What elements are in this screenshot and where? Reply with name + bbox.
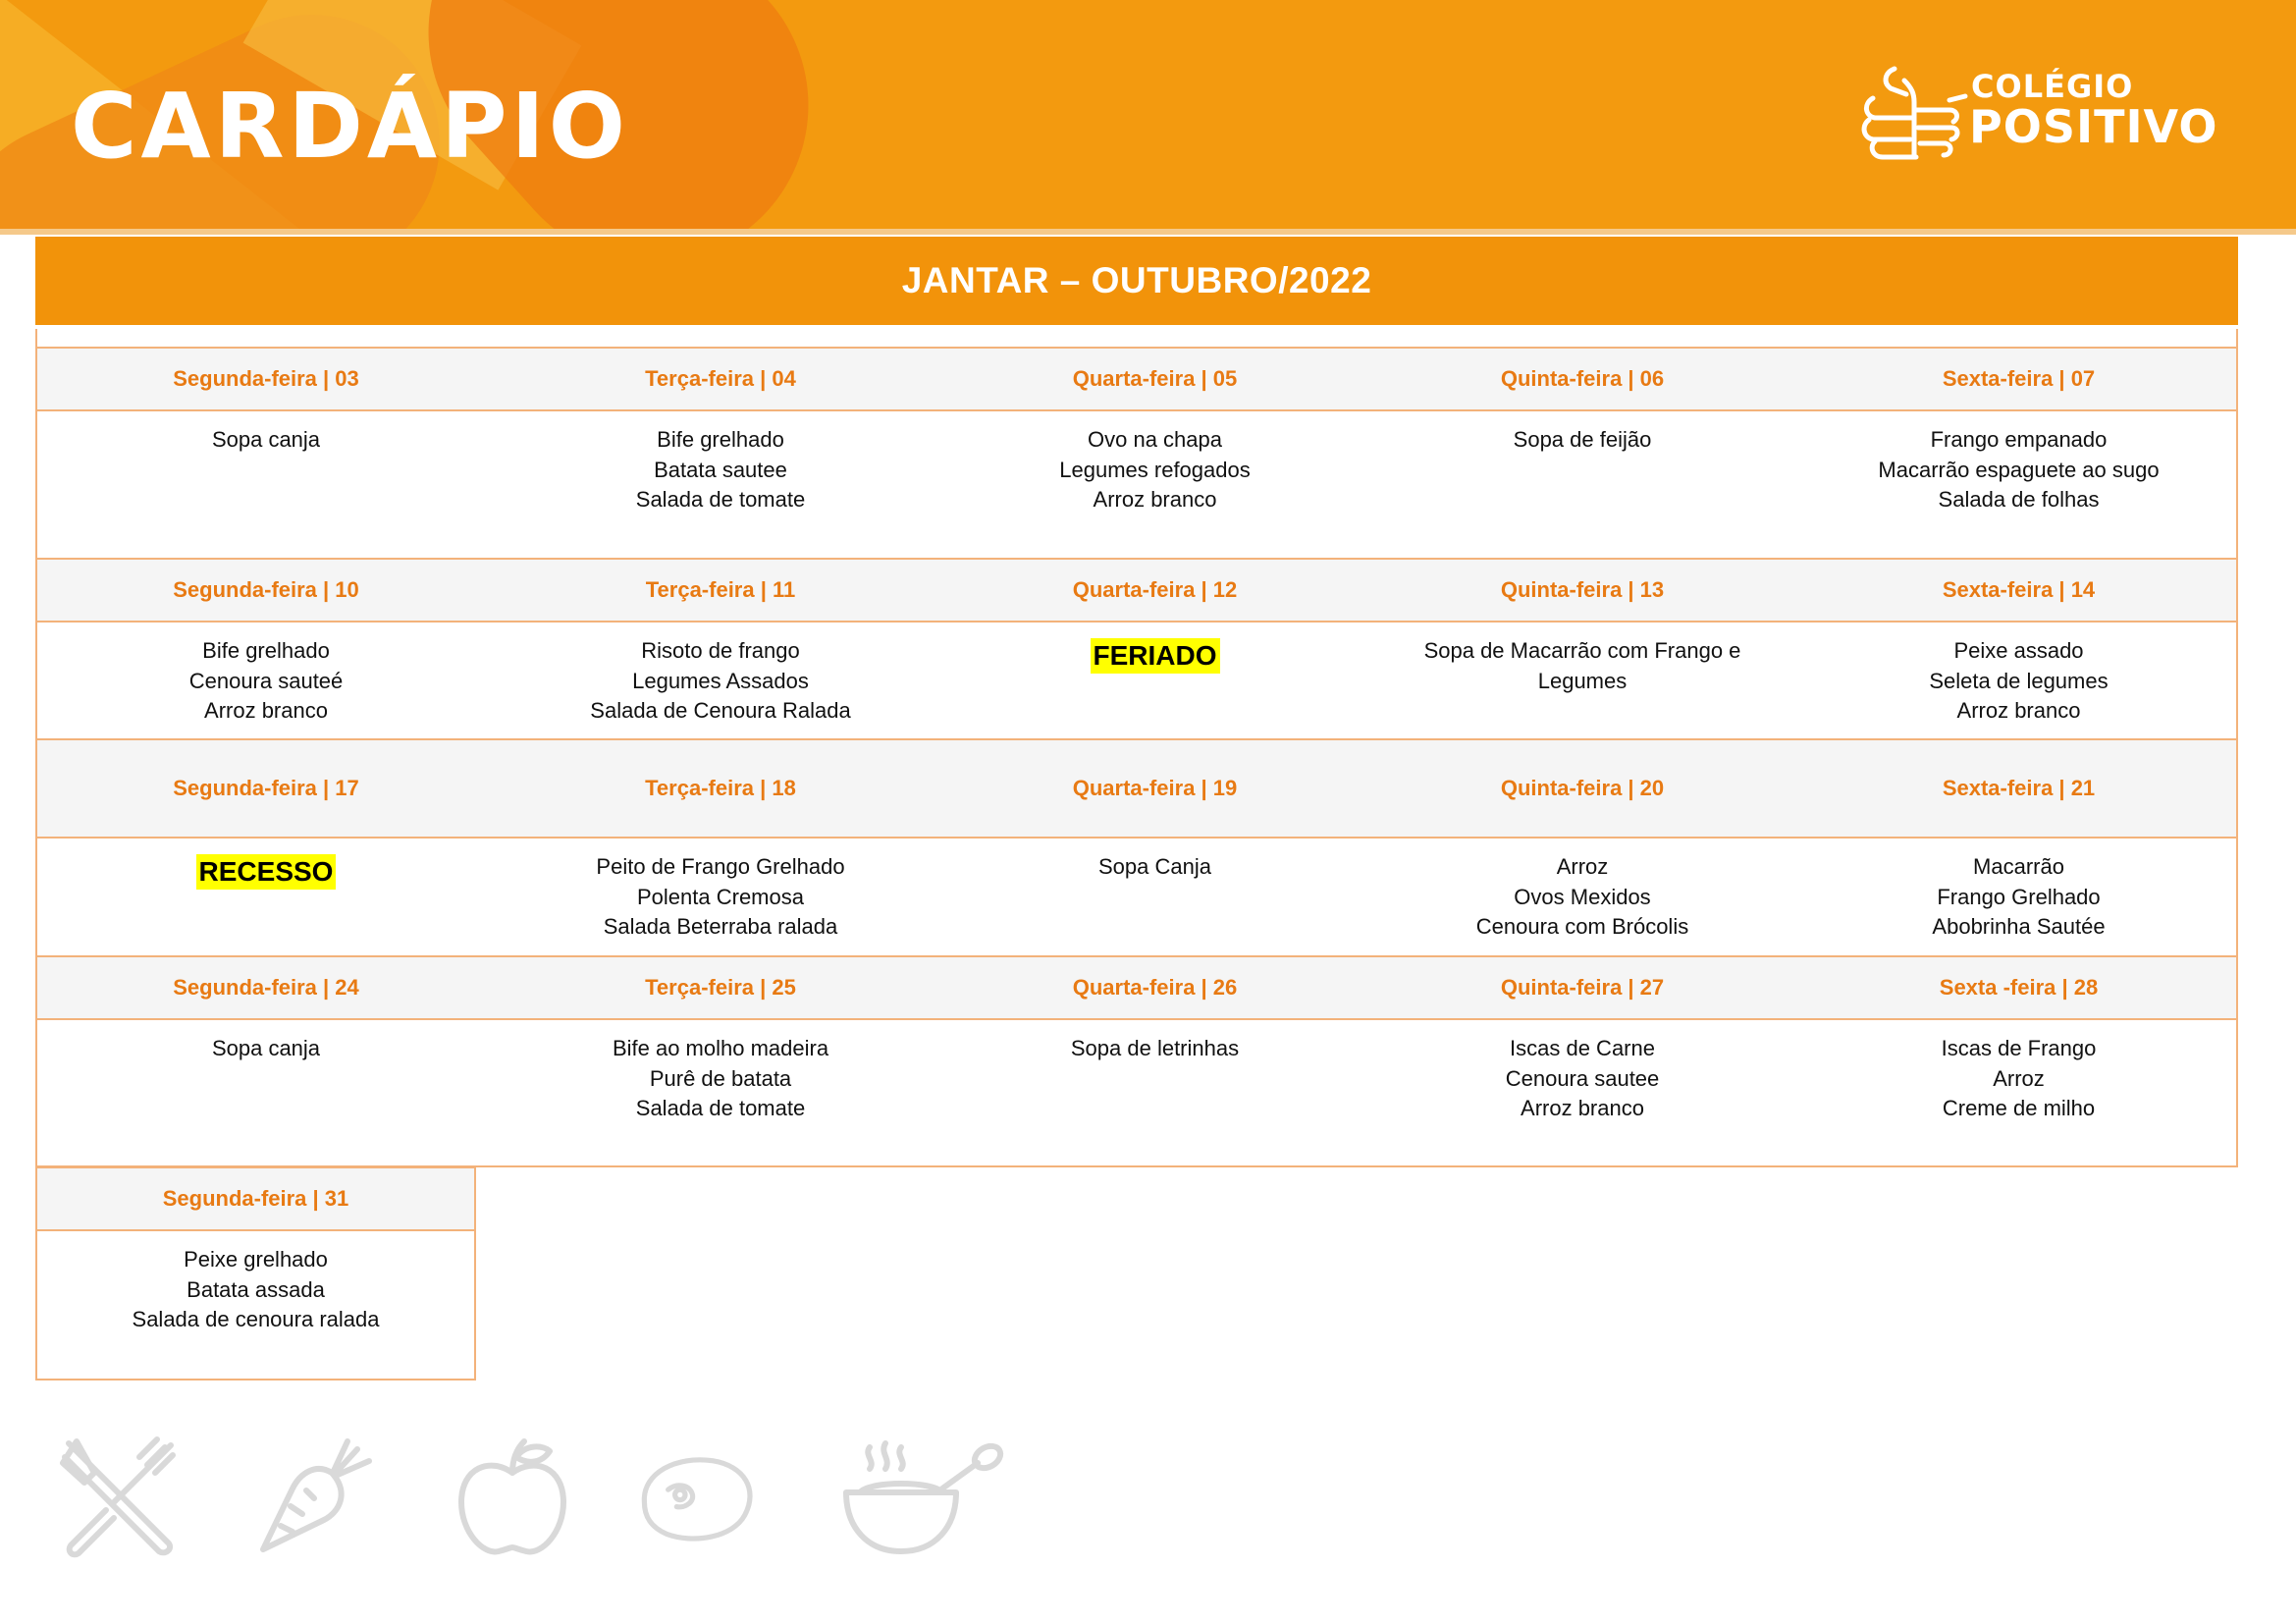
dish-list <box>1801 839 2236 958</box>
dish-item: Macarrão espaguete ao sugo <box>1878 457 2160 482</box>
dish-item: Polenta Cremosa <box>637 884 804 909</box>
dish-list <box>1363 623 1801 741</box>
dish-list <box>1363 839 1801 958</box>
dish-item: Salada de folhas <box>1938 487 2100 512</box>
dish-item: Legumes <box>1537 668 1628 693</box>
dish-item: Salada de tomate <box>635 1096 806 1120</box>
dish-item: Salada de Cenoura Ralada <box>590 698 851 723</box>
day-header-row <box>37 957 2236 1020</box>
dish-item: Ovos Mexidos <box>1514 884 1651 909</box>
dish-list <box>495 839 946 958</box>
dish-item: Arroz <box>1993 1065 2045 1091</box>
dish-list <box>1801 623 2236 741</box>
dish-item: Salada Beterraba ralada <box>603 914 838 939</box>
dish-item: Legumes refogados <box>1059 457 1251 482</box>
footer-icons <box>55 1434 1017 1581</box>
day-header-row <box>37 740 2236 839</box>
dish-item: Arroz <box>1556 854 1609 879</box>
dish-item: Salada de tomate <box>635 487 806 512</box>
week-block <box>35 738 2238 956</box>
dish-item: Arroz branco <box>1521 1096 1644 1120</box>
dish-item: Iscas de Carne <box>1510 1036 1655 1060</box>
dish-item: Sopa de feijão <box>1513 427 1652 452</box>
menu-title-bar <box>35 237 2238 329</box>
dish-item: Frango Grelhado <box>1937 884 2101 909</box>
dish-item: Iscas de Frango <box>1941 1036 2097 1060</box>
dish-item: Bife grelhado <box>202 638 330 663</box>
carrot-icon <box>251 1434 379 1561</box>
dish-item: Bife grelhado <box>657 427 784 452</box>
day-label: Quinta-feira | 20 <box>1500 776 1665 800</box>
day-label: Quarta-feira | 26 <box>1072 975 1238 1000</box>
dish-item: Sopa canja <box>211 427 321 452</box>
day-label: Quarta-feira | 19 <box>1072 776 1238 800</box>
dish-list <box>946 1020 1363 1167</box>
thumbs-up-icon <box>1855 61 1971 163</box>
logo-text: COLÉGIO <box>1971 68 2134 105</box>
day-label: Quinta-feira | 13 <box>1500 577 1665 602</box>
dish-item: Cenoura com Brócolis <box>1475 914 1689 939</box>
soup-bowl-icon <box>840 1434 1007 1561</box>
day-label: Segunda-feira | 31 <box>162 1186 349 1211</box>
steak-icon <box>634 1434 762 1561</box>
day-label: Segunda-feira | 17 <box>173 776 359 800</box>
dish-list <box>1363 1020 1801 1167</box>
header-banner <box>0 0 2296 229</box>
apple-icon <box>448 1434 575 1561</box>
day-header-row <box>37 349 2236 411</box>
logo-text: POSITIVO <box>1969 100 2218 153</box>
day-label: Quinta-feira | 06 <box>1500 366 1665 391</box>
dish-row <box>37 1020 2236 1167</box>
dish-list <box>1801 411 2236 561</box>
last-day-block <box>35 1166 476 1380</box>
dish-item: Legumes Assados <box>632 668 809 693</box>
day-label: Quarta-feira | 12 <box>1072 577 1238 602</box>
menu-title: JANTAR – OUTUBRO/2022 <box>901 260 1372 300</box>
dish-item: Arroz branco <box>204 698 328 723</box>
dish-list <box>1801 1020 2236 1167</box>
divider <box>0 229 2296 235</box>
dish-item: Macarrão <box>1973 854 2064 879</box>
dish-list <box>37 839 495 958</box>
dish-list <box>495 623 946 741</box>
day-label: Segunda-feira | 10 <box>173 577 359 602</box>
day-label: Quarta-feira | 05 <box>1072 366 1238 391</box>
dish-list <box>495 411 946 561</box>
divider <box>35 329 2238 347</box>
fork-knife-icon <box>55 1434 183 1561</box>
day-label: Terça-feira | 18 <box>645 776 796 800</box>
dish-item: Batata assada <box>187 1276 325 1302</box>
day-label: Sexta-feira | 07 <box>1942 366 2096 391</box>
dish-list <box>1363 411 1801 561</box>
dish-item: Salada de cenoura ralada <box>132 1307 380 1331</box>
dish-item: Abobrinha Sautée <box>1932 914 2106 939</box>
dish-item: Cenoura sauteé <box>188 668 344 693</box>
day-label: Sexta -feira | 28 <box>1939 975 2099 1000</box>
dish-list <box>946 411 1363 561</box>
dish-item: Seleta de legumes <box>1929 668 2109 693</box>
page-title: CARDÁPIO <box>71 74 629 179</box>
day-label: Sexta-feira | 21 <box>1942 776 2096 800</box>
school-logo <box>1855 59 2218 167</box>
week-block <box>35 558 2238 739</box>
day-label: Terça-feira | 11 <box>645 577 796 602</box>
week-block <box>35 347 2238 559</box>
dish-list <box>946 623 1363 741</box>
dish-item: Sopa de letrinhas <box>1070 1036 1240 1060</box>
day-label: Quinta-feira | 27 <box>1500 975 1665 1000</box>
dish-item: Bife ao molho madeira <box>612 1036 829 1060</box>
dish-item: Creme de milho <box>1942 1096 2096 1120</box>
dish-item: Purê de batata <box>649 1065 792 1091</box>
dish-item: Sopa canja <box>211 1036 321 1060</box>
day-label: Segunda-feira | 24 <box>173 975 359 1000</box>
dish-item: Batata sautee <box>654 457 787 482</box>
dish-item: Sopa de Macarrão com Frango e <box>1423 638 1741 663</box>
day-label: Terça-feira | 04 <box>645 366 796 391</box>
dish-list <box>495 1020 946 1167</box>
dish-row <box>37 623 2236 741</box>
day-header-row <box>37 1168 474 1231</box>
dish-item: Ovo na chapa <box>1088 427 1222 452</box>
day-label: Sexta-feira | 14 <box>1942 577 2096 602</box>
day-header-row <box>37 560 2236 623</box>
dish-item: Risoto de frango <box>641 638 800 663</box>
holiday-note: RECESSO <box>196 854 337 890</box>
dish-row <box>37 411 2236 561</box>
dish-row <box>37 839 2236 958</box>
dish-item: Peixe assado <box>1953 638 2084 663</box>
day-label: Terça-feira | 25 <box>645 975 796 1000</box>
day-label: Segunda-feira | 03 <box>173 366 359 391</box>
holiday-note: FERIADO <box>1091 638 1220 674</box>
dish-item: Arroz branco <box>1956 698 2081 723</box>
dish-item: Peixe grelhado <box>184 1247 328 1272</box>
dish-item: Arroz branco <box>1093 487 1217 512</box>
dish-list <box>37 623 495 741</box>
week-block <box>35 955 2238 1167</box>
dish-item: Peito de Frango Grelhado <box>596 854 845 879</box>
dish-list <box>37 411 495 561</box>
dish-list <box>37 1231 474 1335</box>
dish-item: Sopa Canja <box>1098 854 1211 879</box>
dish-list <box>946 839 1363 958</box>
dish-list <box>37 1020 495 1167</box>
dish-item: Frango empanado <box>1930 427 2108 452</box>
dish-item: Cenoura sautee <box>1505 1065 1660 1091</box>
